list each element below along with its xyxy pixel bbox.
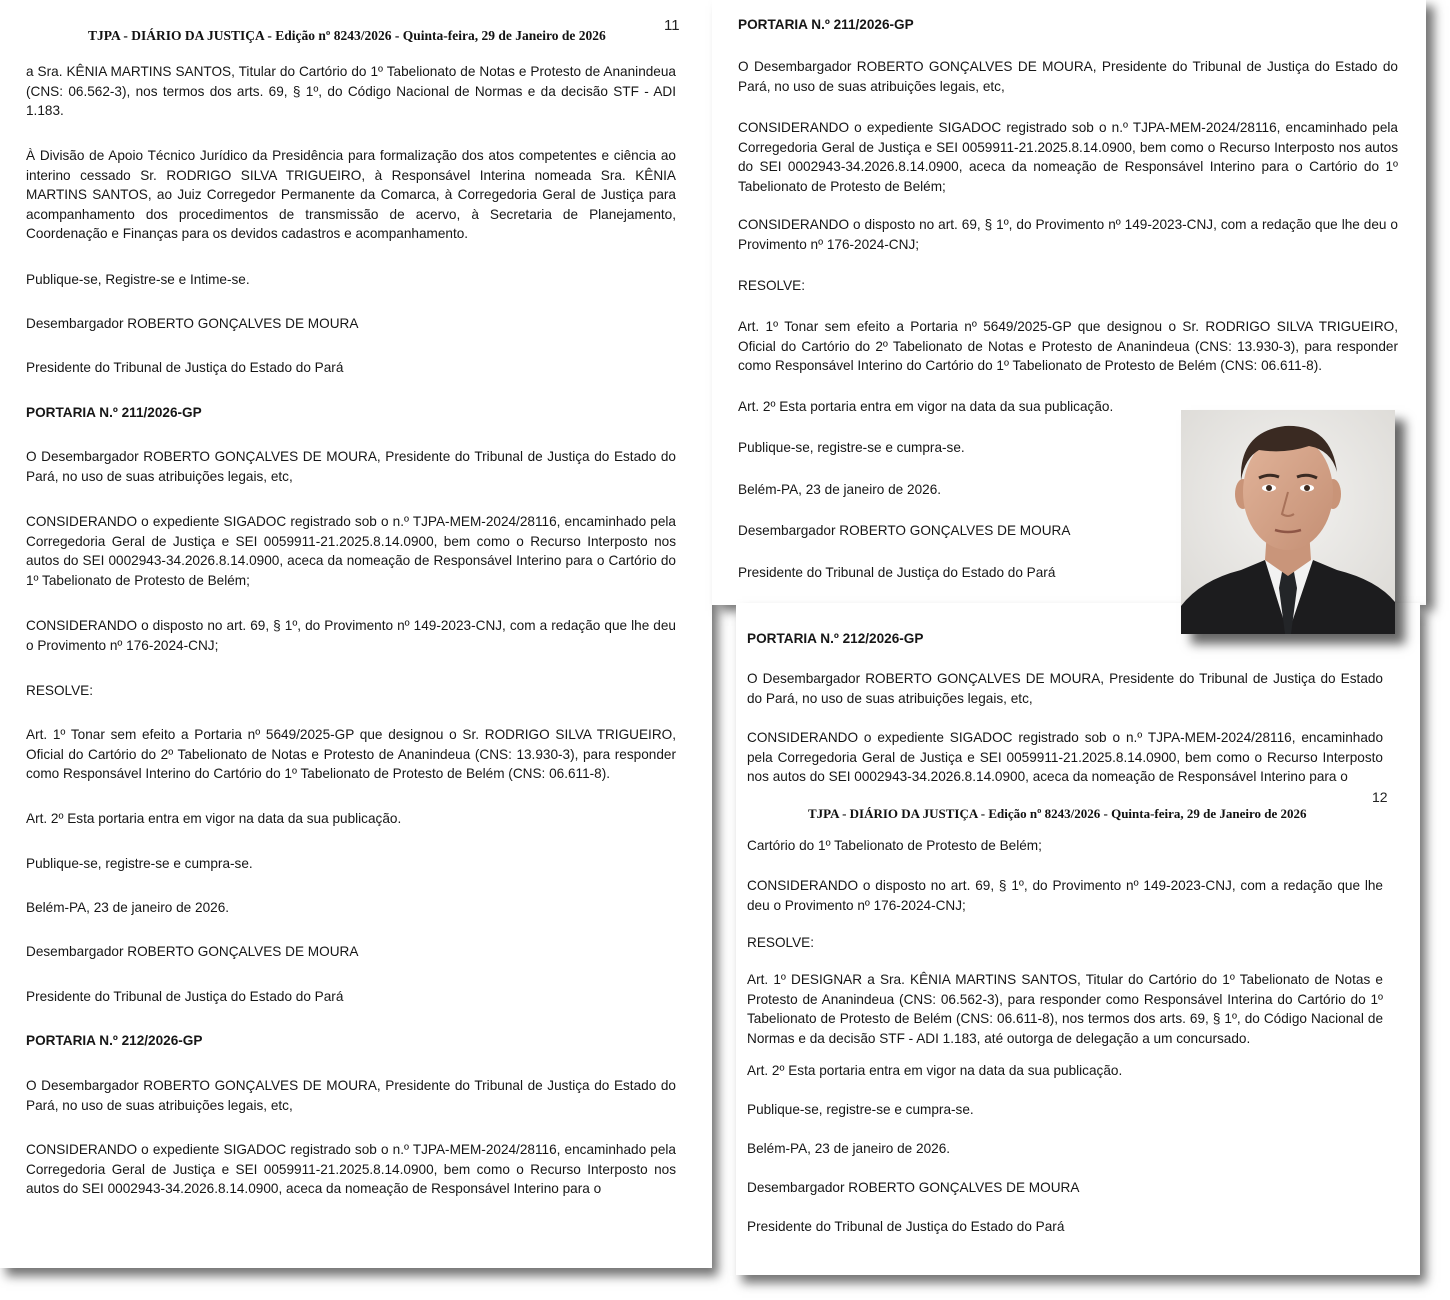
signature-name: Desembargador ROBERTO GONÇALVES DE MOURA	[26, 944, 359, 959]
paragraph: RESOLVE:	[747, 935, 814, 950]
paragraph: O Desembargador ROBERTO GONÇALVES DE MOURA, Presidente do Tribunal de Justiça do Estado do Pará, no uso de suas atribuições legais, etc,	[738, 59, 1398, 94]
paragraph: RESOLVE:	[26, 683, 93, 698]
paragraph: O Desembargador ROBERTO GONÇALVES DE MOURA, Presidente do Tribunal de Justiça do Estado do Pará, no uso de suas atribuições legais, etc,	[747, 671, 1383, 706]
section-heading: PORTARIA N.º 212/2026-GP	[747, 631, 924, 646]
paragraph: CONSIDERANDO o disposto no art. 69, § 1º, do Provimento nº 149-2023-CNJ, com a redação que lhe deu o Provimento nº 176-2024-CNJ;	[747, 878, 1383, 913]
section-heading: PORTARIA N.º 211/2026-GP	[738, 17, 914, 32]
paragraph: O Desembargador ROBERTO GONÇALVES DE MOURA, Presidente do Tribunal de Justiça do Estado do Pará, no uso de suas atribuições legais, etc,	[26, 449, 676, 484]
paragraph: Belém-PA, 23 de janeiro de 2026.	[26, 900, 230, 915]
paragraph: Belém-PA, 23 de janeiro de 2026.	[738, 482, 942, 497]
paragraph: Publique-se, registre-se e cumpra-se.	[738, 440, 965, 455]
signature-name: Desembargador ROBERTO GONÇALVES DE MOURA	[747, 1180, 1080, 1195]
paragraph: CONSIDERANDO o expediente SIGADOC registrado sob o n.º TJPA-MEM-2024/28116, encaminhado pela Corregedoria Geral de Justiça e SEI 0059911-21.2025.8.14.0900, bem como o Recurso Interposto nos autos do SEI 0002943-34.2026.8.14.0900, aceca da nomeação de Responsável Interino para o Cartório do 1º Tabelionato de Protesto de Belém;	[26, 514, 676, 588]
signature-title: Presidente do Tribunal de Justiça do Estado do Pará	[26, 989, 344, 1004]
paragraph: CONSIDERANDO o disposto no art. 69, § 1º, do Provimento nº 149-2023-CNJ, com a redação que lhe deu o Provimento nº 176-2024-CNJ;	[26, 618, 676, 653]
paragraph: Art. 1º Tonar sem efeito a Portaria nº 5649/2025-GP que designou o Sr. RODRIGO SILVA TRIGUEIRO, Oficial do Cartório do 2º Tabelionato de Notas e Protesto de Ananindeua (CNS: 13.930-3), para responder como Responsável Interino do Cartório do 1º Tabelionato de Protesto de Belém (CNS: 06.611-8).	[738, 319, 1398, 373]
signature-name: Desembargador ROBERTO GONÇALVES DE MOURA	[26, 316, 359, 331]
paragraph: Publique-se, registre-se e cumpra-se.	[26, 856, 253, 871]
page-number: 12	[1372, 789, 1388, 805]
paragraph: O Desembargador ROBERTO GONÇALVES DE MOURA, Presidente do Tribunal de Justiça do Estado do Pará, no uso de suas atribuições legais, etc,	[26, 1078, 676, 1113]
paragraph: Art. 2º Esta portaria entra em vigor na data da sua publicação.	[738, 399, 1114, 414]
signature-title: Presidente do Tribunal de Justiça do Estado do Pará	[26, 360, 344, 375]
paragraph: CONSIDERANDO o expediente SIGADOC registrado sob o n.º TJPA-MEM-2024/28116, encaminhado pela Corregedoria Geral de Justiça e SEI 0059911-21.2025.8.14.0900, bem como o Recurso Interposto nos autos do SEI 0002943-34.2026.8.14.0900, aceca da nomeação de Responsável Interino para o	[747, 730, 1383, 784]
section-heading: PORTARIA N.º 211/2026-GP	[26, 405, 202, 420]
page-header: TJPA - DIÁRIO DA JUSTIÇA - Edição nº 8243/2026 - Quinta-feira, 29 de Janeiro de 2026	[808, 806, 1307, 821]
portrait-photo-icon	[1181, 410, 1395, 634]
paragraph: CONSIDERANDO o disposto no art. 69, § 1º, do Provimento nº 149-2023-CNJ, com a redação que lhe deu o Provimento nº 176-2024-CNJ;	[738, 217, 1398, 252]
paragraph: CONSIDERANDO o expediente SIGADOC registrado sob o n.º TJPA-MEM-2024/28116, encaminhado pela Corregedoria Geral de Justiça e SEI 0059911-21.2025.8.14.0900, bem como o Recurso Interposto nos autos do SEI 0002943-34.2026.8.14.0900, aceca da nomeação de Responsável Interino para o Cartório do 1º Tabelionato de Protesto de Belém;	[738, 120, 1398, 194]
paragraph: Publique-se, Registre-se e Intime-se.	[26, 272, 250, 287]
paragraph: Cartório do 1º Tabelionato de Protesto de Belém;	[747, 838, 1042, 853]
section-heading: PORTARIA N.º 212/2026-GP	[26, 1033, 203, 1048]
paragraph: Belém-PA, 23 de janeiro de 2026.	[747, 1141, 951, 1156]
right-bottom-page	[736, 603, 1420, 1275]
paragraph: Art. 1º DESIGNAR a Sra. KÊNIA MARTINS SANTOS, Titular do Cartório do 1º Tabelionato de Notas e Protesto de Ananindeua (CNS: 06.562-3), para responder como Responsável Interina do Cartório do 1º Tabelionato de Protesto de Belém (CNS: 06.611-8), nos termos dos arts. 69, § 1º, do Código Nacional de Normas e da decisão STF - ADI 1.183, até outorga de delegação a um concursado.	[747, 972, 1383, 1046]
left-page	[0, 0, 712, 1268]
paragraph: Art. 1º Tonar sem efeito a Portaria nº 5649/2025-GP que designou o Sr. RODRIGO SILVA TRIGUEIRO, Oficial do Cartório do 2º Tabelionato de Notas e Protesto de Ananindeua (CNS: 13.930-3), para responder como Responsável Interino do Cartório do 1º Tabelionato de Protesto de Belém (CNS: 06.611-8).	[26, 727, 676, 781]
paragraph: Art. 2º Esta portaria entra em vigor na data da sua publicação.	[26, 811, 402, 826]
paragraph: À Divisão de Apoio Técnico Jurídico da Presidência para formalização dos atos competentes e ciência ao interino cessado Sr. RODRIGO SILVA TRIGUEIRO, à Responsável Interina nomeada Sra. KÊNIA MARTINS SANTOS, ao Juiz Corregedor Permanente da Comarca, à Corregedoria Geral de Justiça para acompanhamento dos procedimentos de transmissão de acervo, à Secretaria de Planejamento, Coordenação e Finanças para os devidos cadastros e acompanhamento.	[26, 148, 676, 241]
paragraph: Publique-se, registre-se e cumpra-se.	[747, 1102, 974, 1117]
signature-title: Presidente do Tribunal de Justiça do Estado do Pará	[738, 565, 1056, 580]
signature-title: Presidente do Tribunal de Justiça do Estado do Pará	[747, 1219, 1065, 1234]
paragraph: Art. 2º Esta portaria entra em vigor na data da sua publicação.	[747, 1063, 1123, 1078]
paragraph: a Sra. KÊNIA MARTINS SANTOS, Titular do Cartório do 1º Tabelionato de Notas e Protesto de Ananindeua (CNS: 06.562-3), nos termos dos arts. 69, § 1º, do Código Nacional de Normas e da decisão STF - ADI 1.183.	[26, 64, 676, 118]
paragraph: CONSIDERANDO o expediente SIGADOC registrado sob o n.º TJPA-MEM-2024/28116, encaminhado pela Corregedoria Geral de Justiça e SEI 0059911-21.2025.8.14.0900, bem como o Recurso Interposto nos autos do SEI 0002943-34.2026.8.14.0900, aceca da nomeação de Responsável Interino para o	[26, 1142, 676, 1196]
paragraph: RESOLVE:	[738, 278, 805, 293]
page-number: 11	[664, 17, 680, 34]
signature-name: Desembargador ROBERTO GONÇALVES DE MOURA	[738, 523, 1071, 538]
page-header: TJPA - DIÁRIO DA JUSTIÇA - Edição nº 8243/2026 - Quinta-feira, 29 de Janeiro de 2026	[88, 28, 606, 43]
